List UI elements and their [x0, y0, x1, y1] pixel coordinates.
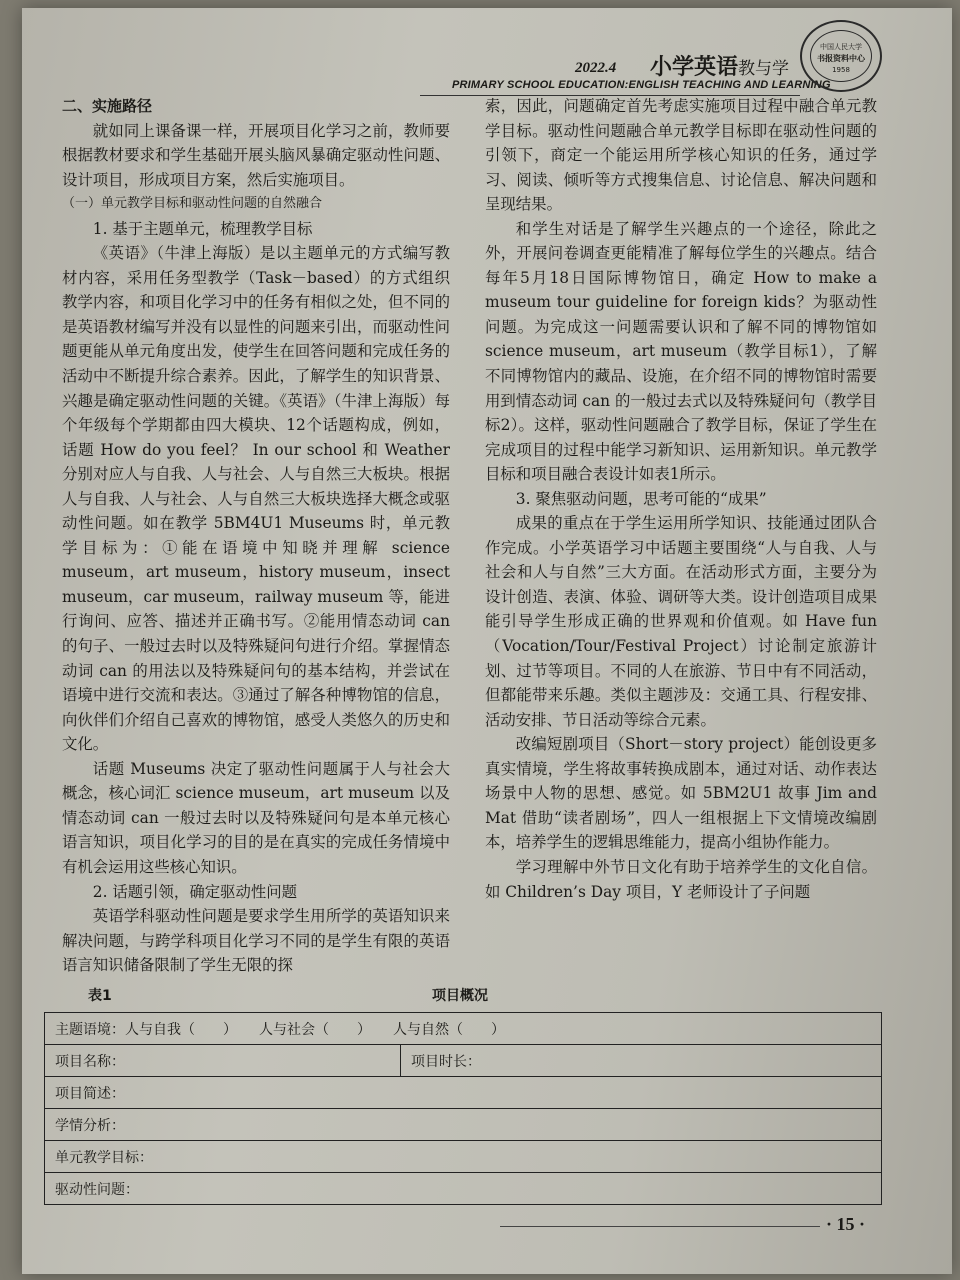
seal-text-main: 书报资料中心 [817, 54, 865, 63]
paragraph: 就如同上课备课一样，开展项目化学习之前，教师要根据教材要求和学生基础开展头脑风暴确定驱动性问题、设计项目，形成项目方案，然后实施项目。 [62, 121, 450, 189]
seal-year: 1958 [832, 66, 850, 74]
project-overview-table [44, 1012, 882, 1205]
table-row [45, 1045, 882, 1077]
subsubsection-heading: 3. 聚焦驱动问题，思考可能的“成果” [515, 489, 767, 508]
footer-divider [500, 1226, 820, 1227]
table-caption: 表1 [88, 988, 112, 1004]
paragraph: 英语学科驱动性问题是要求学生用所学的英语知识来解决问题，与跨学科项目化学习不同的是学生有限的英语语言知识储备限制了学生无限的探 [62, 907, 450, 975]
table-row [45, 1109, 882, 1141]
driving-question-cell: 驱动性问题： [45, 1173, 882, 1205]
subsection-heading: （一）单元教学目标和驱动性问题的自然融合 [62, 196, 323, 212]
right-text-column [485, 94, 877, 904]
paragraph: 《英语》（牛津上海版）是以主题单元的方式编写教材内容，采用任务型教学（Task－based）的方式组织教学内容，和项目化学习中的任务有相似之处，但不同的是英语教材编写并没有以显性的问题来引出，而驱动性问题更能从单元角度出发，使学生在回答问题和完成任务的活动中不断提升综合素养。因此，了解学生的知识背景、兴趣是确定驱动性问题的关键。《英语》（牛津上海版）每个年级每个学期都由四大模块、12个话题构成，例如，话题 How do you feel？ In our school 和 Weather 分别对应人与自我、人与社会、人与自然三大板块。根据人与自我、人与社会、人与自然三大板块选择大概念或驱动性问题。如在教学 5BM4U1 Museums 时，单元教学目标为：①能在语境中知晓并理解 science museum，art museum，history museum，insect museum，car museum，railway museum 等，能进行询问、应答、描述并正确书写。②能用情态动词 can 的句子、一般过去时以及特殊疑问句进行介绍。掌握情态动词 can 的用法以及特殊疑问句的基本结构，并尝试在语境中进行交流和表达。③通过了解各种博物馆的信息，向伙伴们介绍自己喜欢的博物馆，感受人类悠久的历史和文化。 [62, 244, 450, 754]
subsubsection-heading: 2. 话题引领，确定驱动性问题 [92, 882, 298, 901]
journal-title [650, 50, 789, 81]
journal-seal-logo [800, 20, 882, 92]
paragraph-continued: 索，因此，问题确定首先考虑实施项目过程中融合单元教学目标。驱动性问题融合单元教学目标即在驱动性问题的引领下，商定一个能运用所学核心知识的任务，通过学习、阅读、倾听等方式搜集信息、讨论信息、解决问题和呈现结果。 [485, 97, 877, 214]
table-row [45, 1077, 882, 1109]
section-heading: 二、实施路径 [62, 97, 153, 115]
theme-option-nature: 人与自然（ ） [393, 1021, 505, 1038]
journal-title-suffix: 教与学 [738, 59, 790, 79]
seal-text-top: 中国人民大学 [820, 43, 862, 51]
learner-analysis-cell: 学情分析： [45, 1109, 882, 1141]
left-text-column [62, 94, 450, 978]
journal-title-main: 小学英语 [650, 55, 739, 80]
project-name-cell: 项目名称： [45, 1045, 401, 1077]
theme-label: 主题语境： [55, 1021, 125, 1038]
project-duration-cell: 项目时长： [401, 1045, 882, 1077]
table-row [45, 1013, 882, 1045]
paragraph: 成果的重点在于学生运用所学知识、技能通过团队合作完成。小学英语学习中话题主要围绕“人与自我、人与社会和人与自然”三大方面。在活动形式方面，主要分为设计创造、表演、体验、调研等大类。设计创造项目成果能引导学生形成正确的世界观和价值观。如 Have fun（Vocation/Tour/Festival Project）讨论制定旅游计划、过节等项目。不同的人在旅游、节日中有不同活动，但都能带来乐趣。类似主题涉及：交通工具、行程安排、活动安排、节日活动等综合元素。 [485, 514, 877, 729]
table-row [45, 1173, 882, 1205]
table-title: 项目概况 [432, 988, 488, 1004]
journal-subtitle: PRIMARY SCHOOL EDUCATION:ENGLISH TEACHING AND LEARNING [452, 79, 831, 91]
theme-option-society: 人与社会（ ） [259, 1021, 371, 1038]
subsubsection-heading: 1. 基于主题单元，梳理教学目标 [92, 219, 313, 238]
project-summary-cell: 项目简述： [45, 1077, 882, 1109]
table-row [45, 1141, 882, 1173]
paragraph: 话题 Museums 决定了驱动性问题属于人与社会大概念，核心词汇 science museum，art museum 以及情态动词 can 一般过去时以及特殊疑问句是本单元核心语言知识，项目化学习的目的是在真实的完成任务情境中有机会运用这些核心知识。 [62, 759, 450, 876]
issue-date: 2022.4 [575, 60, 617, 76]
paragraph: 学习理解中外节日文化有助于培养学生的文化自信。如 Children’s Day 项目，Y 老师设计了子问题 [485, 857, 877, 901]
paragraph: 改编短剧项目（Short－story project）能创设更多真实情境，学生将故事转换成剧本，通过对话、动作表达场景中人物的思想、感觉。如 5BM2U1 故事 Jim and Mat 借助“读者剧场”，四人一组根据上下文情境改编剧本，培养学生的逻辑思维能力，提高小组协作能力。 [485, 735, 877, 852]
theme-context-cell [45, 1013, 882, 1045]
unit-goals-cell: 单元教学目标： [45, 1141, 882, 1173]
theme-option-self: 人与自我（ ） [125, 1021, 237, 1038]
paragraph: 和学生对话是了解学生兴趣点的一个途径，除此之外，开展问卷调查更能精准了解每位学生的兴趣点。结合每年5月18日国际博物馆日，确定 How to make a museum tour guideline for foreign kids？为驱动性问题。为完成这一问题需要认识和了解不同的博物馆如 science museum，art museum（教学目标1），了解不同博物馆内的藏品、设施，在介绍不同的博物馆时需要用到情态动词 can 的一般过去式以及特殊疑问句（教学目标2）。这样，驱动性问题融合了教学目标，保证了学生在完成项目的过程中能学习新知识、运用新知识。单元教学目标和项目融合表设计如表1所示。 [485, 219, 877, 484]
page-number: · 15 · [826, 1214, 866, 1234]
